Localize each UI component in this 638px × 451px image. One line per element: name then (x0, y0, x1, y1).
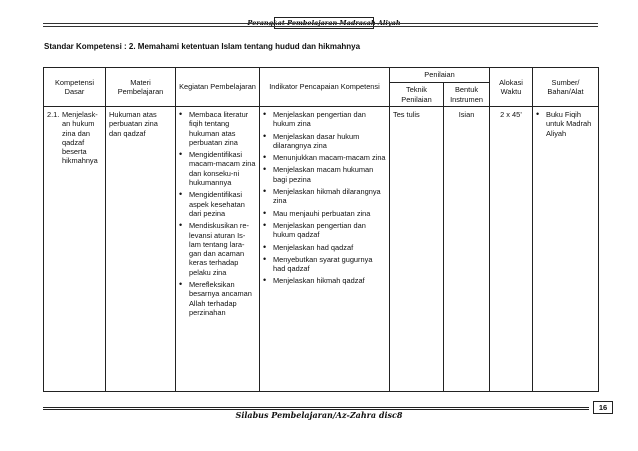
indikator-item: • Menjelaskan pengertian dan hukum qadzaf (263, 221, 386, 240)
syllabus-table (43, 67, 599, 392)
header-indikator: Indikator Pencapaian Kompetensi (260, 68, 390, 107)
page-number: 16 (593, 401, 613, 414)
indikator-item: • Menjelaskan dasar hukum dilarangnya zina (263, 132, 386, 151)
header-kompetensi-dasar: Kompetensi Dasar (44, 68, 106, 107)
kegiatan-item: • Mengidentifikasi aspek kesehatan dari pezina (179, 190, 256, 218)
materi-cell: Hukuman atas perbuatan zina dan qadzaf (106, 107, 176, 392)
header-bentuk: Bentuk Instrumen (444, 83, 490, 107)
kegiatan-cell (176, 107, 260, 392)
kegiatan-item: • Merefleksikan besarnya ancaman Allah terhadap perzinahan (179, 280, 256, 317)
header-kegiatan: Kegiatan Pembelajaran (176, 68, 260, 107)
indikator-cell (260, 107, 390, 392)
indikator-item: • Menunjukkan macam-macam zina (263, 153, 386, 162)
sumber-item: • Buku Fiqih untuk Madrah Aliyah (536, 110, 595, 138)
teknik-cell: Tes tulis (390, 107, 444, 392)
kegiatan-item: • Mendiskusikan re-levansi aturan Is-lam tentang lara-gan dan acaman keras terhadap pelaku zina (179, 221, 256, 277)
indikator-item: • Menjelaskan hikmah qadzaf (263, 276, 386, 285)
kompetensi-dasar-cell (44, 107, 106, 392)
kd-text: Menjelask-an hukum zina dan qadzaf beserta hikmahnya (62, 110, 98, 166)
header-title: Perangkat Pembelajaran Madrasah Aliyah (247, 19, 401, 27)
kd-number: 2.1. (47, 110, 60, 119)
alokasi-cell: 2 x 45’ (490, 107, 533, 392)
header-sumber: Sumber/ Bahan/Alat (533, 68, 599, 107)
standar-kompetensi: Standar Kompetensi : 2. Memahami ketentuan Islam tentang hudud dan hikmahnya (44, 42, 361, 51)
indikator-item: • Menjelaskan macam hukuman bagi pezina (263, 165, 386, 184)
indikator-item: • Menjelaskan had qadzaf (263, 243, 386, 252)
table-row (44, 107, 599, 392)
kegiatan-item: • Membaca literatur fiqih tentang hukuman atas perbuatan zina (179, 110, 256, 147)
indikator-item: • Mau menjauhi perbuatan zina (263, 209, 386, 218)
header-teknik: Teknik Penilaian (390, 83, 444, 107)
header-rule-2 (43, 26, 598, 27)
footer-text: Silabus Pembelajaran/Az-Zahra disc8 (235, 410, 403, 420)
sumber-cell (533, 107, 599, 392)
header-rule (43, 23, 598, 24)
indikator-item: • Menjelaskan pengertian dan hukum zina (263, 110, 386, 129)
indikator-item: • Menyebutkan syarat gugurnya had qadzaf (263, 255, 386, 274)
kegiatan-item: • Mengidentifikasi macam-macam zina dan konseku-ni hukumannya (179, 150, 256, 187)
indikator-item: • Menjelaskan hikmah dilarangnya zina (263, 187, 386, 206)
header-alokasi: Alokasi Waktu (490, 68, 533, 107)
bentuk-cell: Isian (444, 107, 490, 392)
header-materi: Materi Pembelajaran (106, 68, 176, 107)
header-penilaian: Penilaian (390, 68, 490, 83)
